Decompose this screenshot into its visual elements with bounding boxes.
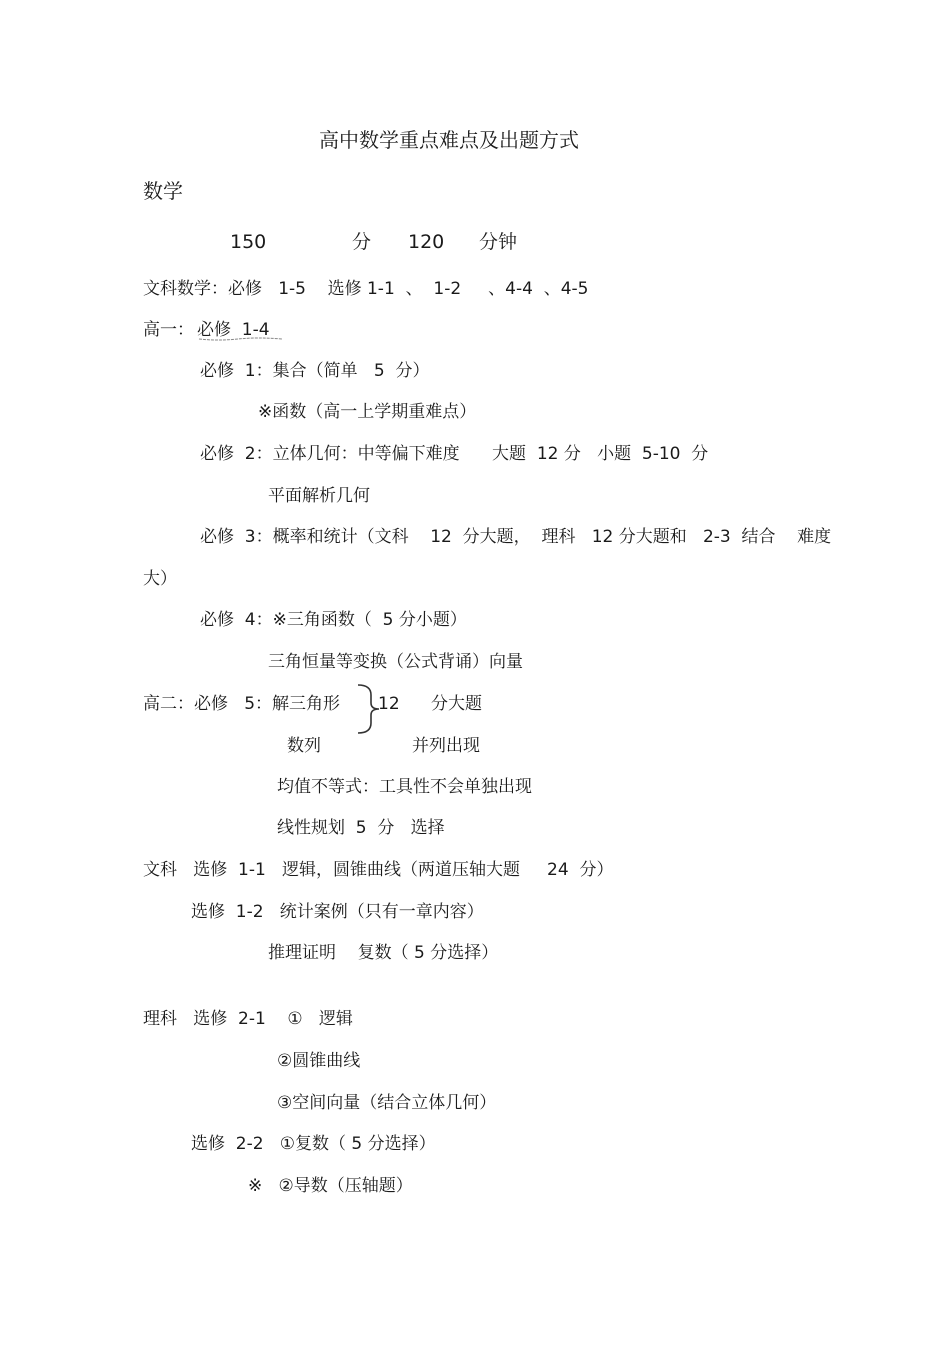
underline-mark — [198, 336, 284, 342]
exam-time: 120 — [408, 231, 445, 253]
bixiu-3-continued: 大） — [143, 569, 177, 589]
gaoer-big-question: 分大题 — [431, 694, 482, 714]
score-unit: 分 — [352, 231, 372, 253]
xuanxiu-1-2: 选修 1-2 统计案例（只有一章内容） — [191, 902, 484, 922]
gaoyi-label: 高一： — [143, 320, 194, 340]
gaoer-line: 高二：必修 5：解三角形 — [143, 694, 341, 714]
xuanxiu-2-2: 选修 2-2 ①复数（ 5 分选择） — [191, 1134, 436, 1154]
binglie: 并列出现 — [412, 736, 480, 756]
total-score: 150 — [230, 231, 267, 253]
junzhi-inequality: 均值不等式：工具性不会单独出现 — [277, 777, 532, 797]
gaoer-score: 12 — [378, 694, 400, 714]
linear-programming: 线性规划 5 分 选择 — [277, 818, 445, 838]
bixiu-2-plane: 平面解析几何 — [268, 486, 370, 506]
gaoyi-value: 必修 1-4 — [197, 320, 270, 340]
wenke-xuanxiu-1-1: 文科 选修 1-1 逻辑，圆锥曲线（两道压轴大题 24 分） — [143, 860, 614, 880]
subject-heading: 数学 — [143, 179, 183, 203]
bixiu-1-function: ※函数（高一上学期重难点） — [258, 402, 477, 422]
bixiu-3: 必修 3：概率和统计（文科 12 分大题， 理科 12 分大题和 2-3 结合 难度 — [200, 527, 832, 547]
daoshu: ※ ②导数（压轴题） — [248, 1176, 413, 1196]
shulie: 数列 — [287, 736, 321, 756]
kongjian-xiangliang: ③空间向量（结合立体几何） — [277, 1093, 497, 1113]
page-title: 高中数学重点难点及出题方式 — [319, 128, 579, 152]
bixiu-2: 必修 2：立体几何：中等偏下难度 大题 12 分 小题 5-10 分 — [200, 444, 709, 464]
bixiu-4-transform: 三角恒量等变换（公式背诵）向量 — [268, 652, 523, 672]
time-unit: 分钟 — [479, 231, 518, 253]
bixiu-1: 必修 1：集合（简单 5 分） — [200, 361, 430, 381]
tuili-zhengming: 推理证明 复数（ 5 分选择） — [268, 943, 499, 963]
wenke-overview: 文科数学：必修 1-5 选修 1-1 、 1-2 、4-4 、4-5 — [143, 279, 589, 299]
like-xuanxiu-2-1: 理科 选修 2-1 ① 逻辑 — [143, 1009, 353, 1029]
bixiu-4: 必修 4：※三角函数（ 5 分小题） — [200, 610, 467, 630]
yuanzhui-quxian: ②圆锥曲线 — [277, 1051, 361, 1071]
